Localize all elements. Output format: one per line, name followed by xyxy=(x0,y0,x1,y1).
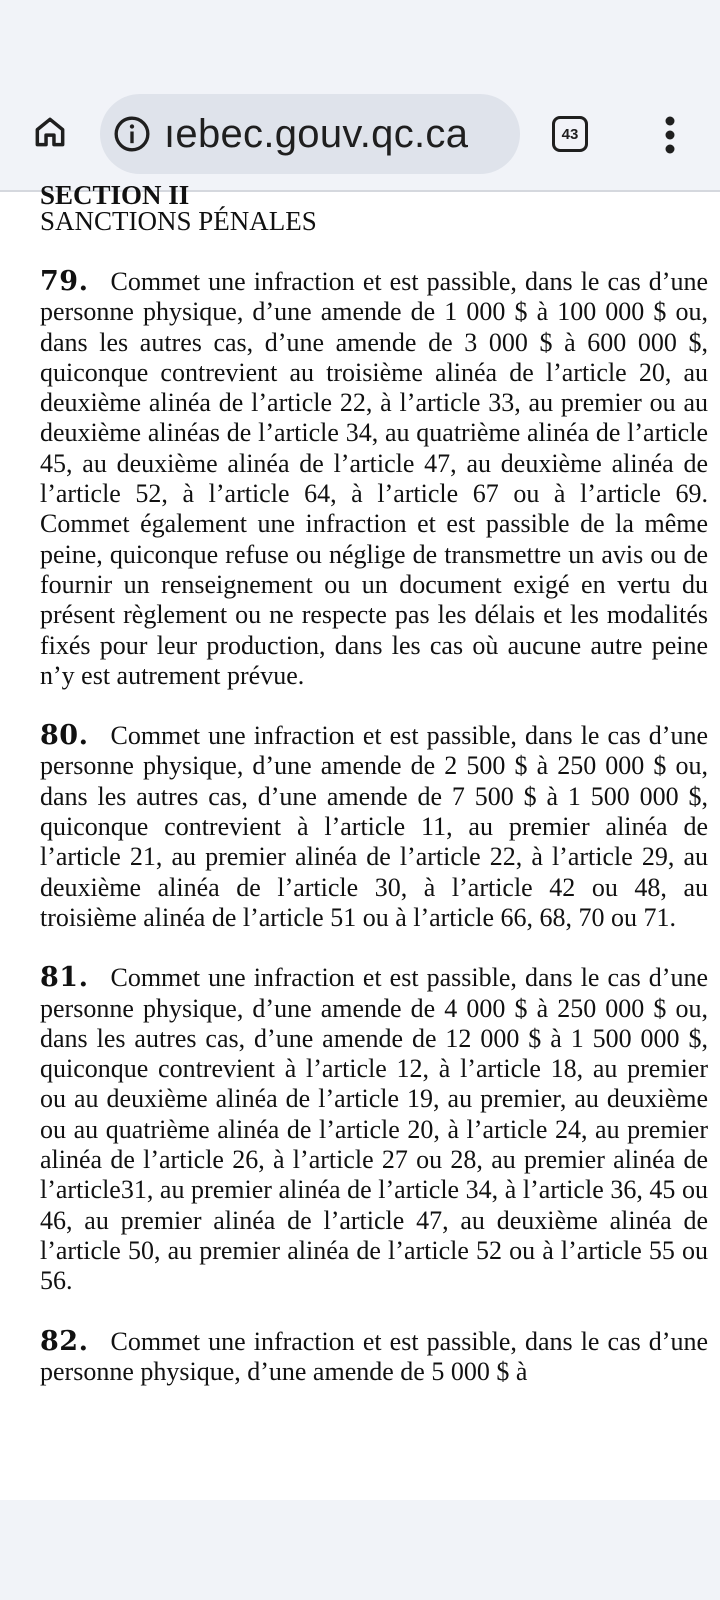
article-text: Commet une infraction et est passible, dans le cas d’une personne physique, d’une amende de 5 000 $ à xyxy=(40,1326,708,1386)
bottom-background xyxy=(0,1500,720,1600)
url-text[interactable]: ıebec.gouv.qc.ca xyxy=(164,111,469,156)
document-page xyxy=(40,180,708,1417)
article-number: 79. xyxy=(40,266,89,297)
document-viewport[interactable] xyxy=(0,180,720,1500)
article-79 xyxy=(40,267,708,691)
overflow-menu-button[interactable] xyxy=(650,110,690,160)
article-text: Commet une infraction et est passible, dans le cas d’une personne physique, d’une amende de 4 000 $ à 250 000 $ ou, dans les autres cas, d’une amende de 12 000 $ à 1 500 000 $, quiconque contrevient à l’article 12, à l’article 18, au premier ou au deuxième alinéa de l’article 19, au premier, au deuxième ou au quatrième alinéa de l’article 20, à l’article 24, au premier alinéa de l’article 26, à l’article 27 ou 28, au premier alinéa de l’article31, au premier alinéa de l’article 34, à l’article 36, 45 ou 46, au premier alinéa de l’article 47, au deuxième alinéa de l’article 50, au premier alinéa de l’article 52 ou à l’article 55 ou 56. xyxy=(40,963,708,1296)
article-number: 82. xyxy=(40,1325,89,1357)
article-text: Commet une infraction et est passible, dans le cas d’une personne physique, d’une amende de 2 500 $ à 250 000 $ ou, dans les autres cas, d’une amende de 7 500 $ à 1 500 000 $, quiconque contrevient à l’article 11, au premier alinéa de l’article 21, au premier alinéa de l’article 22, à l’article 29, au deuxième alinéa de l’article 30, à l’article 42 ou 48, au troisième alinéa de l’article 51 ou à l’article 66, 68, 70 ou 71. xyxy=(40,721,708,932)
tab-count-badge: 43 xyxy=(552,116,588,152)
more-vert-icon xyxy=(664,115,676,155)
article-number: 80. xyxy=(40,720,89,752)
section-number: SECTION II xyxy=(40,180,190,210)
section-title: SANCTIONS PÉNALES xyxy=(40,206,317,236)
home-icon xyxy=(31,113,69,151)
tab-switcher-button[interactable] xyxy=(550,114,590,154)
article-number: 81. xyxy=(40,962,89,994)
browser-toolbar xyxy=(0,0,720,190)
article-82 xyxy=(40,1327,708,1388)
site-info-icon[interactable] xyxy=(110,112,154,156)
article-81 xyxy=(40,963,708,1296)
home-button[interactable] xyxy=(28,110,72,154)
article-80 xyxy=(40,721,708,933)
address-bar[interactable] xyxy=(100,94,520,174)
article-text: Commet une infraction et est passible, dans le cas d’une personne physique, d’une amende de 1 000 $ à 100 000 $ ou, dans les autres cas, d’une amende de 3 000 $ à 600 000 $, quiconque contrevient au troisième alinéa de l’article 20, au deuxième alinéa de l’article 22, à l’article 33, au premier ou au deuxième alinéas de l’article 34, au quatrième alinéa de l’article 45, au deuxième alinéa de l’article 47, au deuxième alinéa de l’article 52, à l’article 64, à l’article 67 ou à l’article 69. Commet également une infraction et est passible de la même peine, quiconque refuse ou néglige de transmettre un avis ou de fournir un renseignement ou un document exigé en vertu du présent règlement ou ne respecte pas les délais et les modalités fixés pour leur production, dans les cas où aucune autre peine n’y est autrement prévue. xyxy=(40,267,708,690)
